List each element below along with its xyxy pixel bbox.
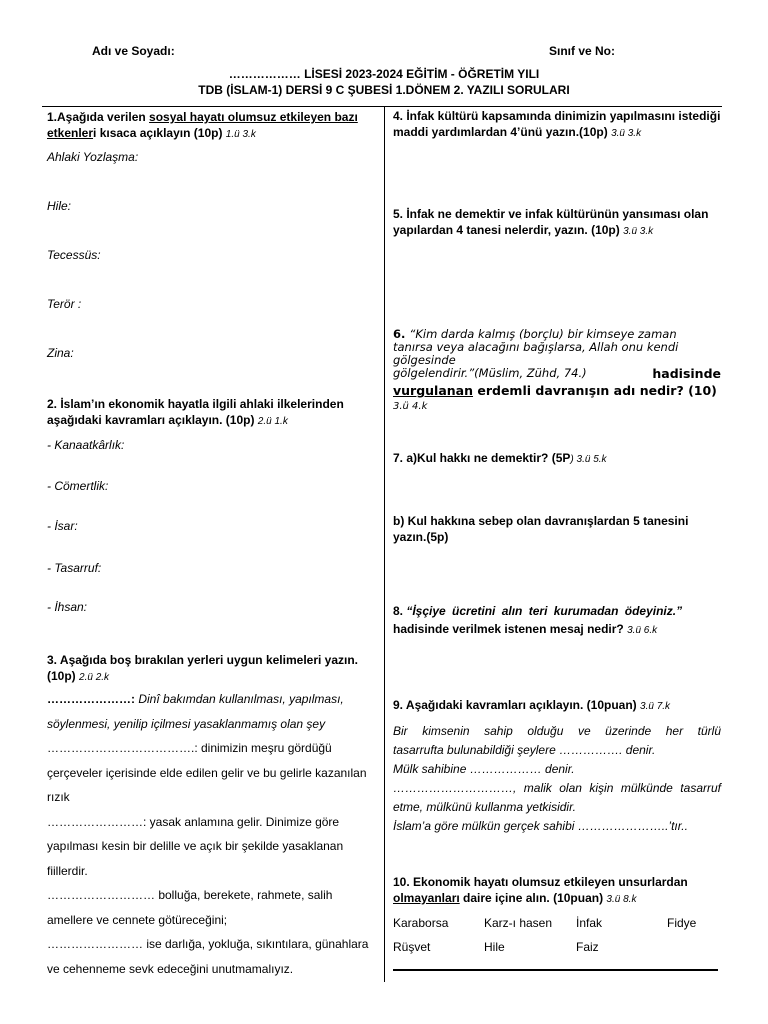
q3-blank-5: …………………… ise darlığa, yokluğa, sıkıntılara, günahlara ve cehenneme sevk edeceğini unutmamalıyız. bbox=[47, 937, 369, 976]
q8-quote: “İşçiye ücretini alın teri kurumadan ödeyiniz.” bbox=[406, 604, 683, 618]
q3-blank-3: ……………………: yasak anlamına gelir. Dinimize göre yapılması kesin bir delille ve açık bir şekilde yasaklanan fiillerdir. bbox=[47, 814, 344, 878]
q3-blank1-dots: …………………: bbox=[47, 692, 139, 706]
q8-ref: 3.ü 6.k bbox=[627, 625, 658, 636]
q10-option-hile[interactable]: Hile bbox=[484, 940, 505, 954]
q6-tail2: erdemli davranışın adı nedir? (10) bbox=[473, 383, 717, 398]
q3-blank-2: ……………………………….: dinimizin meşru gördüğü çerçeveler içerisinde elde edilen gelir ve bu gelirle kazanılan rızık bbox=[47, 741, 367, 804]
q3-text: 3. Aşağıda boş bırakılan yerleri uygun kelimeleri yazın. (10p) bbox=[47, 653, 359, 683]
q2-item-tasarruf: - Tasarruf: bbox=[47, 561, 102, 575]
q6-ref: 3.ü 4.k bbox=[393, 401, 428, 412]
question-10 bbox=[393, 874, 723, 908]
q1-ref: 1.ü 3.k bbox=[225, 129, 256, 140]
q2-text: 2. İslam’ın ekonomik hayatla ilgili ahlaki ilkelerinden aşağıdaki kavramları açıklayın. (10p) bbox=[47, 397, 344, 427]
name-label: Adı ve Soyadı: bbox=[92, 44, 175, 58]
q6-tail1: hadisinde bbox=[652, 366, 721, 381]
exam-title-line1: ……………… LİSESİ 2023-2024 EĞİTİM - ÖĞRETİM YILI bbox=[228, 67, 540, 81]
q1-item-hile: Hile: bbox=[47, 199, 72, 213]
q5-text: 5. İnfak ne demektir ve infak kültürünün yansıması olan yapılardan 4 tanesi nelerdir, yazın. (10p) bbox=[393, 207, 709, 237]
q1-item-zina: Zina: bbox=[47, 346, 74, 360]
q10-option-karaborsa[interactable]: Karaborsa bbox=[393, 916, 449, 930]
top-divider bbox=[42, 106, 722, 107]
q1-suffix: i kısaca açıklayın (10p) bbox=[93, 126, 223, 140]
question-7a bbox=[393, 450, 723, 468]
q9-ref: 3.ü 7.k bbox=[640, 701, 671, 712]
question-4 bbox=[393, 108, 723, 142]
q9-text: 9. Aşağıdaki kavramları açıklayın. (10puan) bbox=[393, 698, 637, 712]
q9-line4: …………………………, malik olan kişin mülkünde tasarruf bbox=[393, 781, 721, 795]
q9-line3: Mülk sahibine ……………… denir. bbox=[393, 762, 575, 776]
q1-item-tecessus: Tecessüs: bbox=[47, 248, 101, 262]
q7a-text: 7. a)Kul hakkı ne demektir? (5P bbox=[393, 451, 571, 465]
question-6 bbox=[393, 328, 721, 413]
q5-ref: 3.ü 3.k bbox=[623, 226, 654, 237]
q10-line2: daire içine alın. (10puan) bbox=[459, 891, 604, 905]
q3-blank-4: ……………………… bolluğa, berekete, rahmete, salih amellere ve cennete götüreceğini; bbox=[47, 888, 333, 927]
q7a-ref: ) 3.ü 5.k bbox=[570, 454, 607, 465]
q3-body bbox=[47, 687, 377, 981]
q10-option-fidye[interactable]: Fidye bbox=[667, 916, 697, 930]
q9-body bbox=[393, 722, 721, 836]
bottom-rule bbox=[393, 969, 718, 971]
q10-underlined: olmayanları bbox=[393, 891, 460, 905]
q3-ref: 2.ü 2.k bbox=[79, 672, 110, 683]
question-5 bbox=[393, 206, 723, 240]
q2-item-isar: - İsar: bbox=[47, 519, 78, 533]
q9-line2: tasarrufta bulunabildiği şeylere ……………. denir. bbox=[393, 743, 656, 757]
q9-line1: Bir kimsenin sahip olduğu ve üzerinde her türlü bbox=[393, 724, 721, 738]
q2-ref: 2.ü 1.k bbox=[257, 416, 288, 427]
q1-item-ahlaki: Ahlaki Yozlaşma: bbox=[47, 150, 139, 164]
q6-underlined: vurgulanan bbox=[393, 383, 474, 398]
q2-item-kanaat: - Kanaatkârlık: bbox=[47, 438, 125, 452]
q3-def1: Dinî bakımdan kullanılması, yapılması, söylenmesi, yenilip içilmesi yasaklanmamış olan şey bbox=[47, 692, 344, 731]
q10-ref: 3.ü 8.k bbox=[606, 894, 637, 905]
exam-title-line2: TDB (İSLAM-1) DERSİ 9 C ŞUBESİ 1.DÖNEM 2. YAZILI SORULARI bbox=[198, 83, 570, 97]
q8-text: hadisinde verilmek istenen mesaj nedir? bbox=[393, 622, 624, 636]
q1-underlined: sosyal hayatı olumsuz etkileyen bazı etkenler bbox=[47, 110, 358, 140]
q6-quote-line2: tanırsa veya alacağını bağışlarsa, Allah onu kendi bbox=[393, 340, 679, 354]
class-label: Sınıf ve No: bbox=[549, 44, 616, 58]
q4-text: 4. İnfak kültürü kapsamında dinimizin yapılmasını istediği maddi yardımlardan 4’ünü yazın.(10p) bbox=[393, 109, 721, 139]
q6-quote-line1: “Kim darda kalmış (borçlu) bir kimseye zaman bbox=[409, 327, 677, 341]
question-3 bbox=[47, 652, 377, 686]
q6-quote-line4: gölgelendirir.”(Müslim, Zühd, 74.) bbox=[393, 366, 587, 380]
q6-num: 6. bbox=[393, 327, 410, 341]
q10-option-infak[interactable]: İnfak bbox=[576, 916, 603, 930]
q9-line6: İslam’a göre mülkün gerçek sahibi …………………..’tır.. bbox=[393, 819, 688, 833]
q3-blank-1 bbox=[47, 687, 377, 736]
column-divider bbox=[384, 106, 385, 982]
q10-option-faiz[interactable]: Faiz bbox=[576, 940, 599, 954]
q8-num: 8. bbox=[393, 604, 407, 618]
q10-line1: 10. Ekonomik hayatı olumsuz etkileyen unsurlardan bbox=[393, 875, 688, 889]
q10-option-karz-i-hasen[interactable]: Karz-ı hasen bbox=[484, 916, 553, 930]
q10-option-rusvet[interactable]: Rüşvet bbox=[393, 940, 431, 954]
q2-item-ihsan: - İhsan: bbox=[47, 600, 88, 614]
question-2 bbox=[47, 396, 367, 430]
question-9 bbox=[393, 697, 723, 715]
question-8 bbox=[393, 602, 723, 640]
q6-quote-line3: gölgesinde bbox=[393, 353, 456, 367]
question-7b: b) Kul hakkına sebep olan davranışlardan 5 tanesini yazın.(5p) bbox=[393, 514, 689, 544]
question-1 bbox=[47, 109, 377, 143]
q9-line5: etme, mülkünü kullanma yetkisidir. bbox=[393, 800, 576, 814]
q1-prefix: 1.Aşağıda verilen bbox=[47, 110, 150, 124]
q2-item-comertlik: - Cömertlik: bbox=[47, 479, 109, 493]
q1-item-teror: Terör : bbox=[47, 297, 82, 311]
q4-ref: 3.ü 3.k bbox=[611, 128, 642, 139]
